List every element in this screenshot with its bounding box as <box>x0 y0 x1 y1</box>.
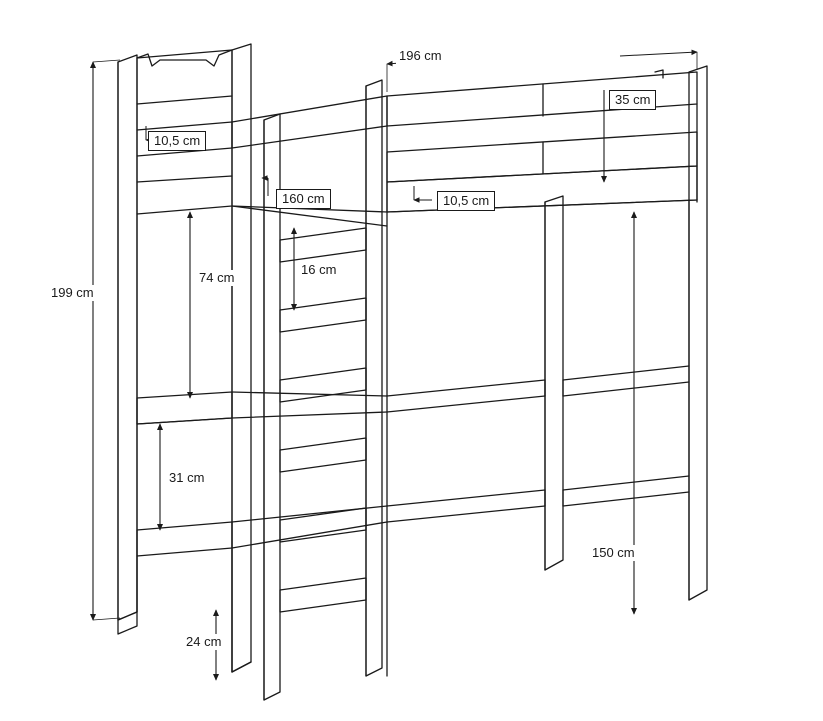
ladder-rung-4 <box>280 438 366 472</box>
dim-label-height-total: 199 cm <box>48 285 97 301</box>
right-rear-post <box>689 66 707 600</box>
left-front-post <box>232 44 251 672</box>
headboard-rail-lower <box>137 176 232 214</box>
ladder-rung-3 <box>280 368 366 402</box>
dim-label-guard-rail-gap: 10,5 cm <box>148 131 206 151</box>
platform-long-rail-lower <box>387 166 697 212</box>
right-shelf-front-edge-rear <box>563 382 689 396</box>
dim-label-floor-gap: 24 cm <box>183 634 224 650</box>
dim-label-under-bed-height: 74 cm <box>196 270 237 286</box>
ladder-rung-2 <box>280 298 366 332</box>
right-lower-rail-top <box>563 476 689 490</box>
dim-label-bed-length: 196 cm <box>396 48 445 64</box>
right-shelf-top-edge-rear <box>563 366 689 380</box>
platform-side-beam-upper <box>232 96 387 148</box>
right-front-post <box>545 196 563 570</box>
right-lower-rail-bottom <box>563 492 689 506</box>
right-rear-post-cap <box>655 70 663 78</box>
left-lower-rail-top <box>387 490 545 506</box>
left-shelf-front-edge <box>387 396 545 412</box>
dim-label-rail-gap-right: 10,5 cm <box>437 191 495 211</box>
dim-196-right <box>620 52 697 56</box>
headboard-top-profile <box>137 50 232 66</box>
ladder-rung-1 <box>280 228 366 262</box>
left-rear-post <box>118 55 137 620</box>
dim-label-clearance: 150 cm <box>589 545 638 561</box>
left-shelf-top-edge <box>387 380 545 396</box>
ladder-rail-right <box>366 80 382 676</box>
lower-bed-deck-edge <box>232 392 387 396</box>
dim-label-rail-height: 35 cm <box>609 90 656 110</box>
left-lower-rail-bottom <box>387 506 545 522</box>
left-rear-foot <box>118 612 137 634</box>
ladder-rung-6 <box>280 578 366 612</box>
dim-label-rung-spacing: 16 cm <box>298 262 339 278</box>
lower-bed-rail-lower <box>137 522 232 556</box>
dim-label-ladder-width: 160 cm <box>276 189 331 209</box>
dim-label-lower-gap: 31 cm <box>166 470 207 486</box>
